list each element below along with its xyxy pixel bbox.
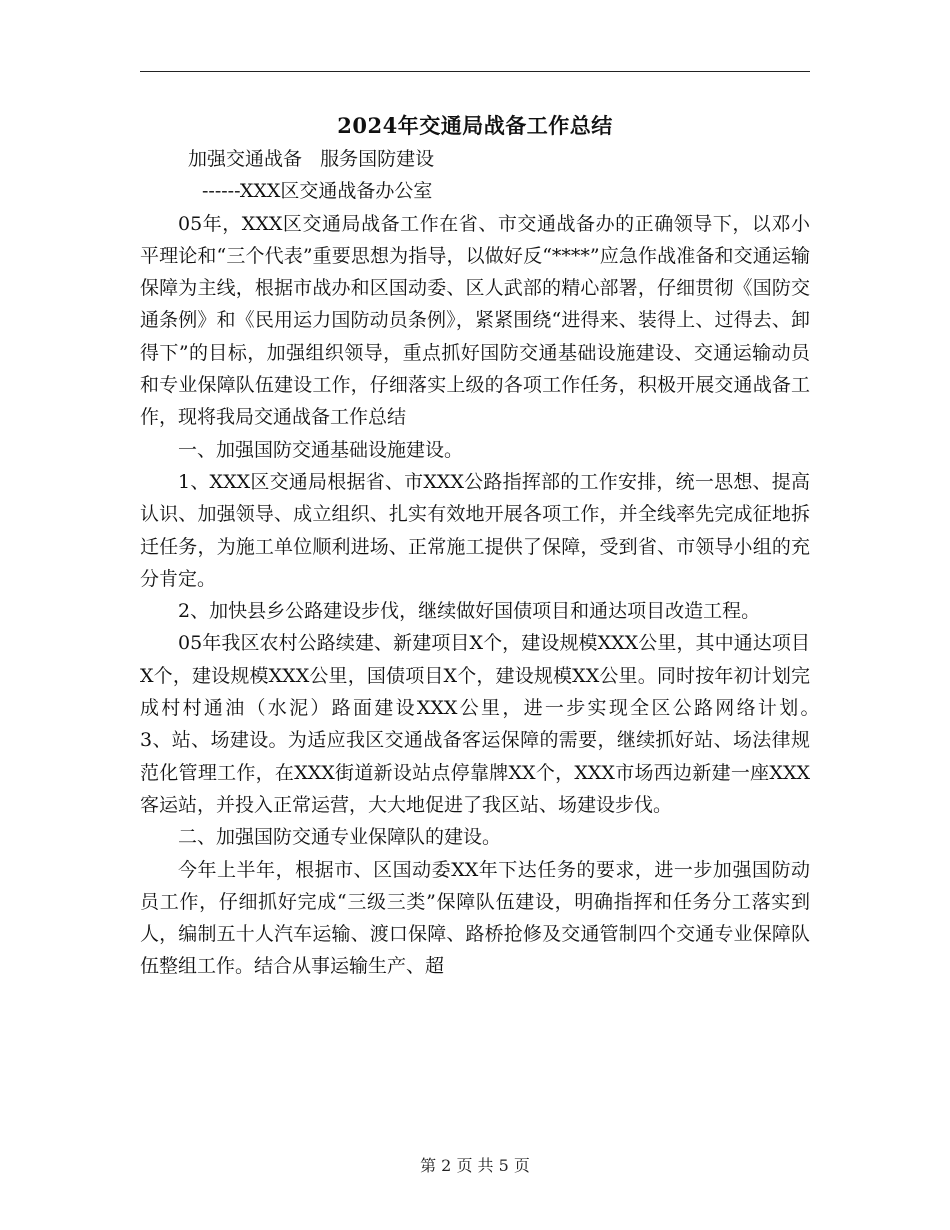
paragraph-intro: 05年，XXX区交通局战备工作在省、市交通战备办的正确领导下，以邓小平理论和“三个代表”重要思想为指导，以做好反“****”应急作战准备和交通运输保障为主线，根据市战办和区国动委、区人武部的精心部署，仔细贯彻《国防交通条例》和《民用运力国防动员条例》，紧紧围绕“进得来、装得上、过得去、卸得下”的目标，加强组织领导，重点抓好国防交通基础设施建设、交通运输动员和专业保障队伍建设工作，仔细落实上级的各项工作任务，积极开展交通战备工作，现将我局交通战备工作总结	[140, 212, 810, 429]
issuing-department: ------XXX区交通战备办公室	[202, 180, 433, 203]
page-number: 第 2 页 共 5 页	[420, 1156, 530, 1175]
document-subtitle: 加强交通战备 服务国防建设	[188, 148, 435, 170]
paragraph-item-2: 2、加快县乡公路建设步伐，继续做好国债项目和通达项目改造工程。	[178, 600, 761, 623]
section-heading-2: 二、加强国防交通专业保障队的建设。	[178, 826, 502, 849]
document-title: 2024年交通局战备工作总结	[337, 113, 613, 138]
paragraph-item-1: 1、XXX区交通局根据省、市XXX公路指挥部的工作安排，统一思想、提高认识、加强领导、成立组织、扎实有效地开展各项工作，并全线率先完成征地拆迁任务，为施工单位顺利进场、正常施工提供了保障，受到省、市领导小组的充分肯定。	[140, 470, 810, 590]
section-heading-1: 一、加强国防交通基础设施建设。	[178, 438, 464, 461]
header-rule	[140, 71, 810, 72]
document-body	[140, 143, 849, 983]
paragraph-support-teams: 今年上半年，根据市、区国动委XX年下达任务的要求，进一步加强国防动员工作，仔细抓好完成“三级三类”保障队伍建设，明确指挥和任务分工落实到人，编制五十人汽车运输、渡口保障、路桥抢修及交通管制四个交通专业保障队伍整组工作。结合从事运输生产、超	[140, 858, 810, 978]
paragraph-rural-roads: 05年我区农村公路续建、新建项目X个，建设规模XXX公里，其中通达项目X个，建设规模XXX公里，国债项目X个，建设规模XX公里。同时按年初计划完成村村通油（水泥）路面建设XXX公里，进一步实现全区公路网络计划。 3、站、场建设。为适应我区交通战备客运保障的需要，继续抓好站、场法律规范化管理工作，在XXX街道新设站点停靠牌XX个，XXX市场西边新建一座XXX客运站，并投入正常运营，大大地促进了我区站、场建设步伐。	[140, 632, 849, 816]
